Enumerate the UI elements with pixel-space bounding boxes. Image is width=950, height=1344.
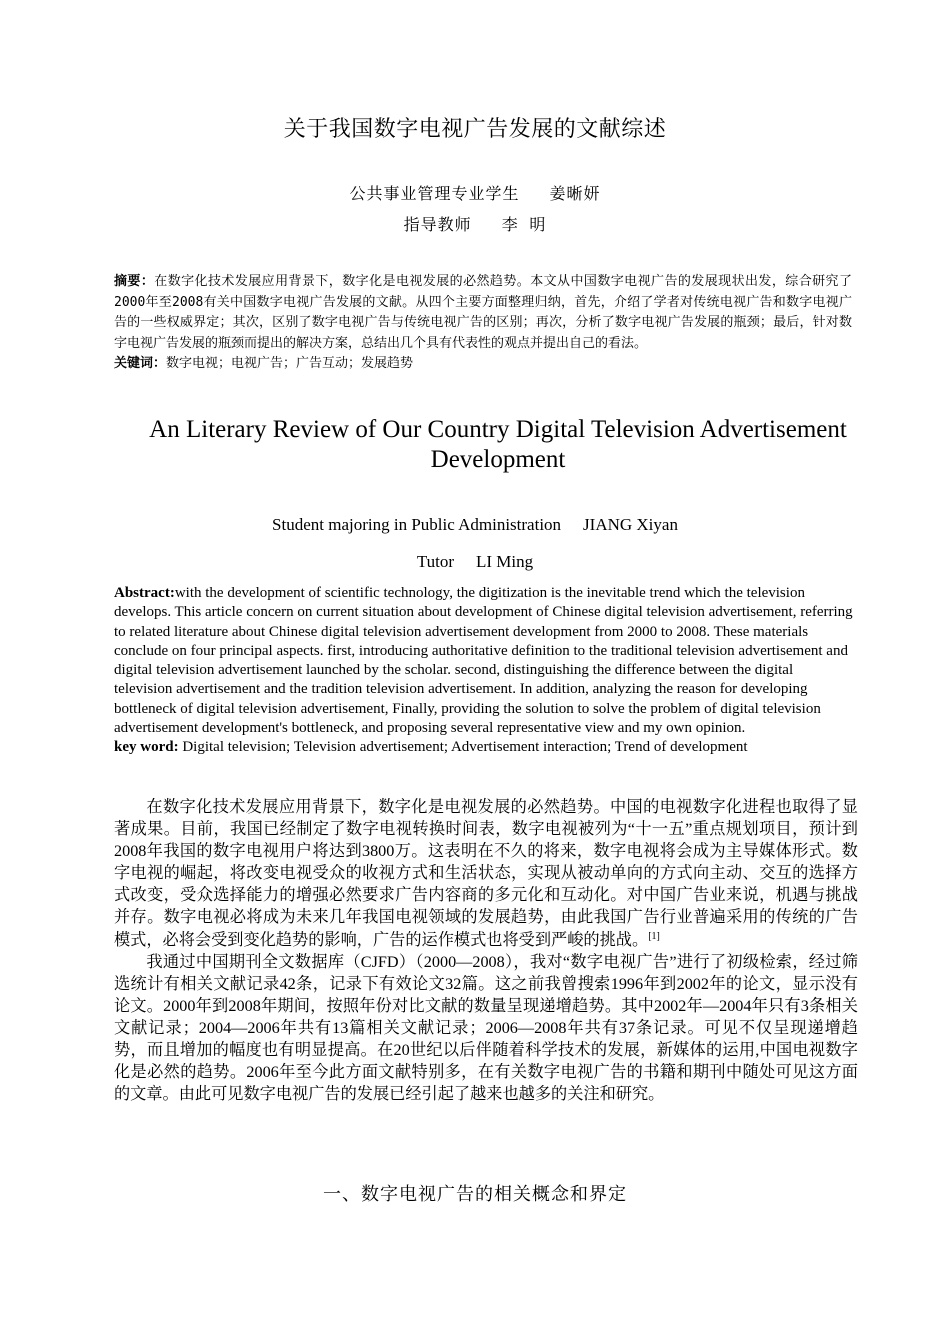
english-keywords (114, 738, 854, 757)
body-paragraph-2: 我通过中国期刊全文数据库（CJFD）（2000—2008），我对“数字电视广告”进行了初级检索，经过筛选统计有相关文献记录42条，记录下有效论文32篇。这之前我曾搜索1996年到2002年的论文，显示没有论文。2000年到2008年期间，按照年份对比文献的数量呈现递增趋势。其中2002年—2004年只有3条相关文献记录；2004—2006年共有13篇相关文献记录；2006—2008年共有37条记录。可见不仅呈现递增趋势，而且增加的幅度也有明显提高。在20世纪以后伴随着科学技术的发展，新媒体的运用,中国电视数字化是必然的趋势。2006年至今此方面文献特别多，在有关数字电视广告的书籍和期刊中随处可见这方面的文章。由此可见数字电视广告的发展已经引起了越来也越多的关注和研究。 (114, 952, 858, 1104)
english-tutor-name: LI Ming (476, 552, 534, 571)
section-heading: 一、数字电视广告的相关概念和界定 (323, 1184, 627, 1205)
chinese-student-name: 姜晰妍 (549, 184, 601, 203)
chinese-tutor-role: 指导教师 (403, 215, 472, 234)
english-abstract (114, 584, 854, 758)
english-keywords-text: Digital television; Television advertisement; Advertisement interaction; Trend of development (182, 739, 748, 756)
main-body (114, 796, 858, 1105)
english-abstract-label: Abstract: (114, 585, 175, 601)
english-student-name: JIANG Xiyan (583, 515, 678, 534)
english-tutor-line (0, 551, 950, 573)
chinese-keywords-text: 数字电视；电视广告；广告互动；发展趋势 (166, 356, 414, 371)
chinese-keywords (114, 354, 852, 375)
chinese-abstract (114, 272, 852, 375)
chinese-title: 关于我国数字电视广告发展的文献综述 (283, 117, 667, 142)
english-title: An Literary Review of Our Country Digital Television Advertisement Development (149, 416, 847, 473)
chinese-tutor-name: 李 明 (501, 215, 547, 234)
chinese-abstract-label: 摘要： (114, 274, 155, 289)
chinese-abstract-text: 在数字化技术发展应用背景下，数字化是电视发展的必然趋势。本文从中国数字电视广告的发展现状出发，综合研究了2000年至2008有关中国数字电视广告发展的文献。从四个主要方面整理归纳，首先，介绍了学者对传统电视广告和数字电视广告的一些权威界定；其次，区别了数字电视广告与传统电视广告的区别；再次，分析了数字电视广告发展的瓶颈；最后，针对数字电视广告发展的瓶颈而提出的解决方案，总结出几个具有代表性的观点并提出自己的看法。 (114, 274, 852, 351)
chinese-abstract-body (114, 272, 852, 354)
english-student-line (0, 514, 950, 536)
body-paragraph-1 (114, 796, 858, 951)
chinese-student-role: 公共事业管理专业学生 (349, 184, 520, 203)
reference-marker: [1] (648, 930, 660, 942)
english-student-role: Student majoring in Public Administration (272, 515, 562, 534)
body-paragraph-1-text: 在数字化技术发展应用背景下，数字化是电视发展的必然趋势。中国的电视数字化进程也取得了显著成果。目前，我国已经制定了数字电视转换时间表，数字电视被列为“十一五”重点规划项目，预计到2008年我国的数字电视用户将达到3800万。这表明在不久的将来，数字电视将会成为主导媒体形式。数字电视的崛起，将改变电视受众的收视方式和生活状态，实现从被动单向的方式向主动、交互的选择方式改变，受众选择能力的增强必然要求广告内容商的多元化和互动化。对中国广告业来说，机遇与挑战并存。数字电视必将成为未来几年我国电视领域的发展趋势，由此我国广告行业普遍采用的传统的广告模式，必将会受到变化趋势的影响，广告的运作模式也将受到严峻的挑战。 (114, 798, 858, 949)
english-tutor-role: Tutor (416, 552, 455, 571)
chinese-keywords-label: 关键词： (114, 356, 167, 371)
english-abstract-text: with the development of scientific technology, the digitization is the inevitable trend which the television develops. This article concern on current situation about development of Chinese digital television advertisement, referring to related literature about Chinese digital television advertisement development from 2000 to 2008. These materials conclude on four principal aspects. first, introducing authoritative definition to the traditional television advertisement and digital television advertisement launched by the scholar. second, distinguishing the difference between the digital television advertisement and the tradition television advertisement. In addition, analyzing the reason for developing bottleneck of digital television advertisement, Finally, providing the solution to solve the problem of digital television advertisement development's bottleneck, and proposing several representative view and my own opinion. (114, 585, 853, 737)
chinese-tutor-line (0, 214, 950, 236)
english-keywords-label: key word: (114, 739, 179, 756)
chinese-student-line (0, 183, 950, 205)
english-abstract-body (114, 584, 854, 738)
